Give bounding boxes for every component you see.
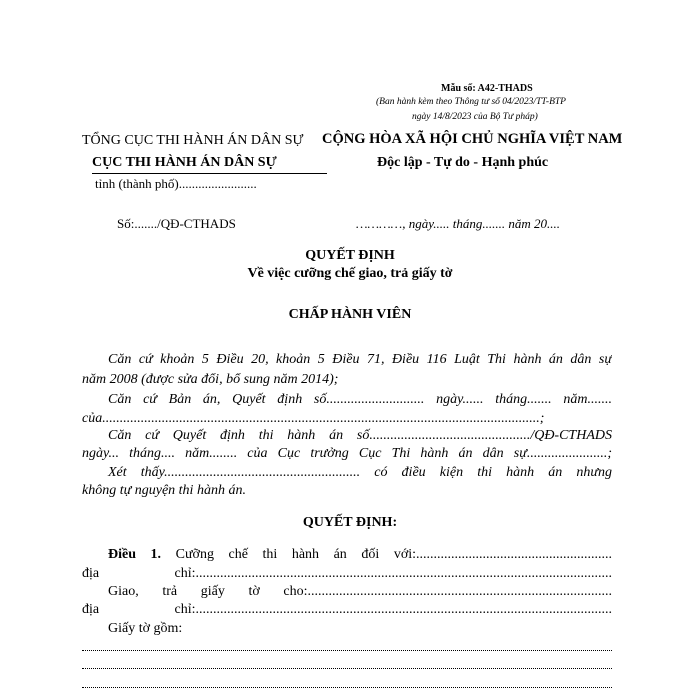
basis-line-5: Căn cứ Quyết định thi hành án số............................................../QĐ-CTHADS [108,428,612,443]
document-number: Số:......./QĐ-CTHADS [117,216,236,231]
recipient-address: địa chỉ:....................................................................................................................... [82,602,612,617]
documents-fill-line-2 [82,668,612,669]
basis-line-1: Căn cứ khoản 5 Điều 20, khoản 5 Điều 71, Điều 116 Luật Thi hành án dân sự [108,352,612,367]
form-code: Mẫu số: A42-THADS [441,83,533,94]
basis-line-4: của.............................................................................................................................; [82,411,545,426]
nation-title: CỘNG HÒA XÃ HỘI CHỦ NGHĨA VIỆT NAM [322,131,623,147]
article-1-line [82,547,612,563]
deliver-to-line: Giao, trả giấy tờ cho:....................................................................................... [108,584,612,599]
documents-label: Giấy tờ gồm: [108,621,183,636]
basis-line-7: Xét thấy........................................................ có điều kiện thi hành án nhưng [108,465,612,480]
basis-line-8: không tự nguyện thi hành án. [82,483,246,498]
department-name: CỤC THI HÀNH ÁN DÂN SỰ [92,155,277,170]
form-note-line-1: (Ban hành kèm theo Thông tư số 04/2023/TT-BTP [376,97,566,107]
basis-line-3: Căn cứ Bản án, Quyết định số............................ ngày...... tháng....... năm....... [108,392,612,407]
article-1-text: Cưỡng chế thi hành án đối với:........................................................ [161,547,612,562]
department-underline [92,173,327,174]
document-date: …………, ngày..... tháng....... năm 20.... [356,216,561,231]
national-motto: Độc lập - Tự do - Hạnh phúc [377,155,549,170]
decision-heading: QUYẾT ĐỊNH: [302,515,398,530]
basis-line-2: năm 2008 (được sửa đổi, bổ sung năm 2014); [82,372,339,387]
officer-title: CHẤP HÀNH VIÊN [288,307,412,322]
province-field: tỉnh (thành phố)........................ [95,176,257,191]
document-title: QUYẾT ĐỊNH [305,248,395,263]
agency-name: TỔNG CỤC THI HÀNH ÁN DÂN SỰ [82,133,304,148]
article-1-label: Điều 1. [108,547,162,562]
documents-fill-line-1 [82,650,612,651]
enforced-party-address: địa chỉ:....................................................................................................................... [82,566,612,581]
documents-fill-line-3 [82,687,612,688]
form-note-line-2: ngày 14/8/2023 của Bộ Tư pháp) [412,112,538,122]
basis-line-6: ngày... tháng.... năm........ của Cục trưởng Cục Thi hành án dân sự.......................; [82,446,612,461]
document-subject: Về việc cưỡng chế giao, trả giấy tờ [247,266,453,281]
